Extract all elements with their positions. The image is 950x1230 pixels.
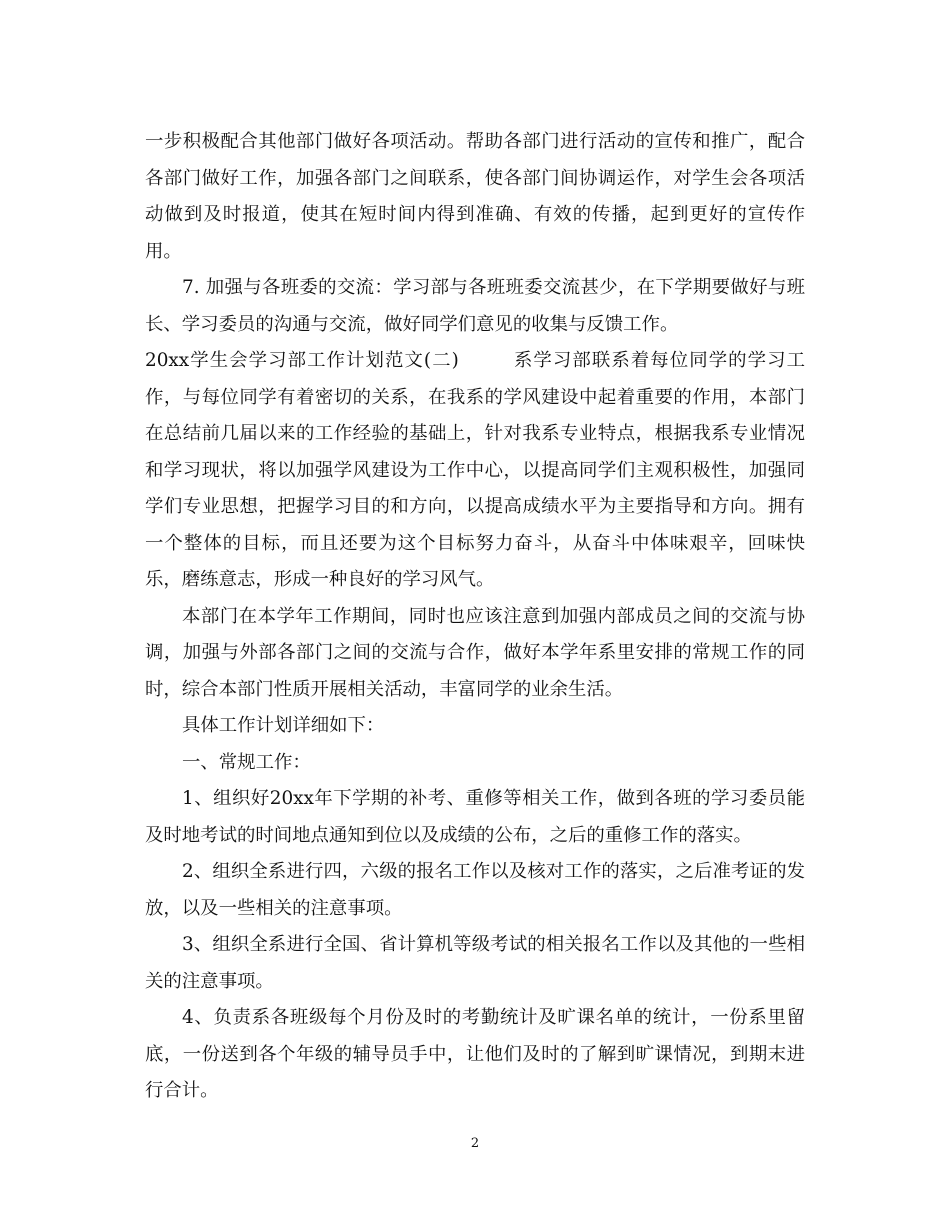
paragraph-routine-1: 1、组织好20xx年下学期的补考、重修等相关工作，做到各班的学习委员能及时地考试的时间地点通知到位以及成绩的公布，之后的重修工作的落实。 [145, 788, 805, 846]
paragraph-plan-heading: 具体工作计划详细如下： [182, 715, 385, 736]
paragraph-item-7: 7. 加强与各班委的交流：学习部与各班班委交流甚少，在下学期要做好与班长、学习委员的沟通与交流，做好同学们意见的收集与反馈工作。 [145, 277, 805, 335]
paragraph-routine-3: 3、组织全系进行全国、省计算机等级考试的相关报名工作以及其他的一些相关的注意事项。 [145, 934, 805, 992]
paragraph-routine-heading: 一、常规工作： [182, 751, 311, 773]
section-title: 20xx学生会学习部工作计划范文(二) [145, 350, 459, 371]
paragraph-routine-4: 4、负责系各班级每个月份及时的考勤统计及旷课名单的统计，一份系里留底，一份送到各个年级的辅导员手中，让他们及时的了解到旷课情况，到期末进行合计。 [145, 1007, 805, 1101]
paragraph-section-title [145, 343, 805, 599]
document-body [145, 124, 805, 1110]
page-number: 2 [470, 1136, 480, 1151]
paragraph-routine-2: 2、组织全系进行四，六级的报名工作以及核对工作的落实，之后准考证的发放，以及一些相关的注意事项。 [145, 861, 805, 919]
paragraph-department-work: 本部门在本学年工作期间，同时也应该注意到加强内部成员之间的交流与协调，加强与外部各部门之间的交流与合作，做好本学年系里安排的常规工作的同时，综合本部门性质开展相关活动，丰富同学的业余生活。 [145, 605, 805, 700]
section-intro-text: 系学习部联系着每位同学的学习工作，与每位同学有着密切的关系，在我系的学风建设中起着重要的作用，本部门在总结前几届以来的工作经验的基础上，针对我系专业特点，根据我系专业情况和学习现状，将以加强学风建设为工作中心，以提高同学们主观积极性，加强同学们专业思想，把握学习目的和方向，以提高成绩水平为主要指导和方向。拥有一个整体的目标，而且还要为这个目标努力奋斗，从奋斗中体味艰辛，回味快乐，磨练意志，形成一种良好的学习风气。 [145, 350, 805, 590]
paragraph-continuation: 一步积极配合其他部门做好各项活动。帮助各部门进行活动的宣传和推广，配合各部门做好工作，加强各部门之间联系，使各部门间协调运作，对学生会各项活动做到及时报道，使其在短时间内得到准确、有效的传播，起到更好的宣传作用。 [145, 131, 805, 262]
